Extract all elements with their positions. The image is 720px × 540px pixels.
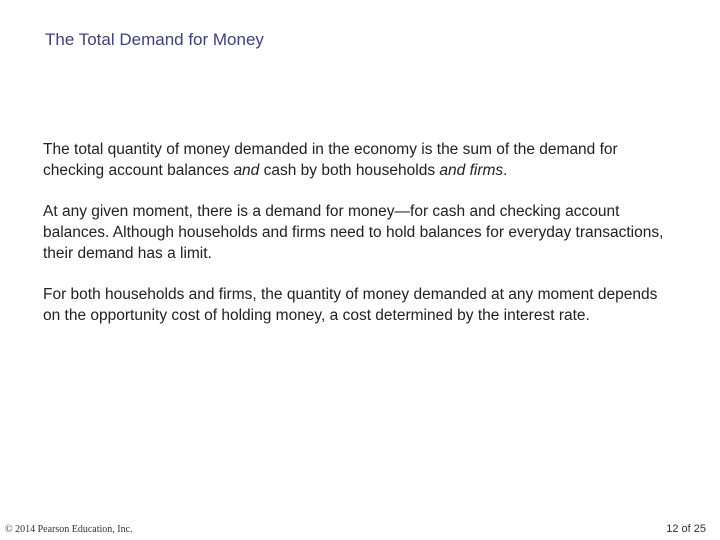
copyright-notice: © 2014 Pearson Education, Inc.	[5, 524, 133, 535]
slide-title: The Total Demand for Money	[45, 30, 264, 49]
paragraph-opportunity-cost: For both households and firms, the quantity of money demanded at any moment depends on the opportunity cost of holding money, a cost determined by the interest rate.	[43, 286, 658, 324]
paragraph-text: cash by both households	[259, 162, 440, 179]
slide-body	[43, 139, 668, 346]
paragraph-text: The total quantity of money demanded in the economy is the sum of the demand for checking account balances	[43, 141, 618, 179]
paragraph-text: .	[503, 162, 508, 179]
emphasis-and: and	[233, 162, 260, 179]
emphasis-and-firms: and firms	[439, 162, 504, 179]
paragraph-total-demand	[43, 139, 668, 181]
page-number: 12 of 25	[666, 523, 706, 535]
paragraph-demand-limit: At any given moment, there is a demand for money—for cash and checking account balances. Although households and firms need to hold balances for everyday transactions, their demand has a limit.	[43, 203, 664, 262]
